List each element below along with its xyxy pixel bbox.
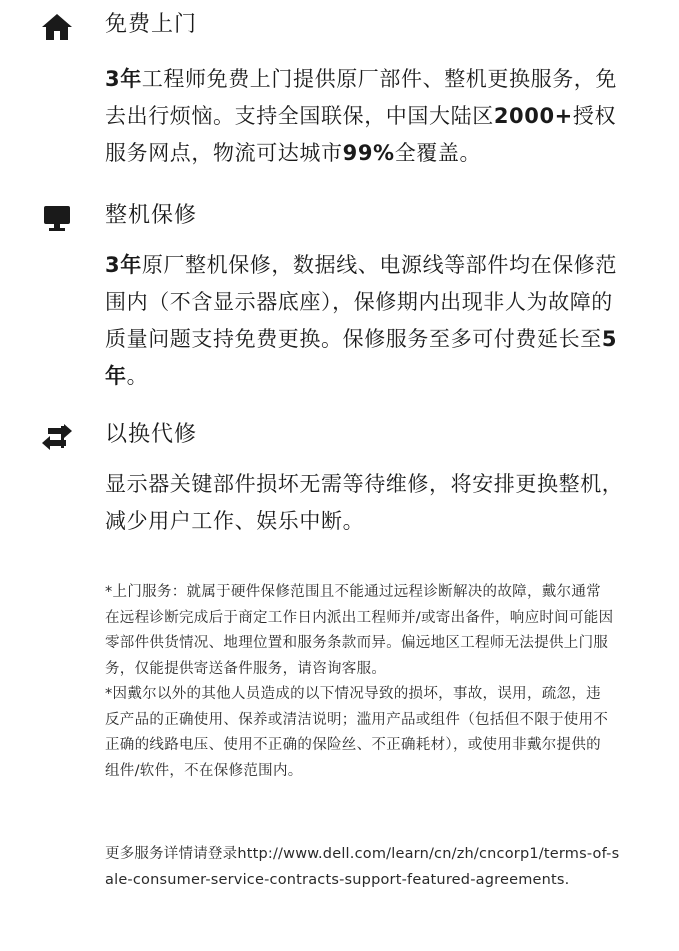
section-title: 免费上门 [105, 12, 198, 37]
body-text: 原厂整机保修，数据线、电源线等部件均在保修范围内（不含显示器底座），保修期内出现非人为故障的质量问题支持免费更换。保修服务至多可付费延长至 [105, 253, 618, 351]
section-header [0, 6, 679, 46]
section-title: 以换代修 [105, 422, 198, 447]
home-icon [40, 12, 74, 42]
body-text: 授权服务网点，物流可达城市 [105, 104, 617, 165]
body-text: 工程师免费上门提供原厂部件、整机更换服务，免去出行烦恼。支持全国联保，中国大陆区 [105, 67, 618, 128]
more-info [105, 841, 620, 893]
more-info-text: 更多服务详情请登录 [105, 846, 238, 862]
highlight-extension: 5年 [105, 327, 618, 388]
footnote-exclusions: *因戴尔以外的其他人员造成的以下情况导致的损坏，事故，误用，疏忽，违反产品的正确使用、保养或清洁说明；滥用产品或组件（包括但不限于使用不正确的线路电压、使用不正确的保险丝、不正确耗材），或使用非戴尔提供的组件/软件，不在保修范围内。 [105, 686, 609, 779]
monitor-icon [40, 203, 74, 233]
section-body: 显示器关键部件损坏无需等待维修，将安排更换整机，减少用户工作、娱乐中断。 [105, 472, 624, 533]
highlight-outlets: 2000+ [493, 104, 573, 128]
footnotes [105, 580, 615, 784]
section-body [105, 61, 625, 172]
highlight-years: 3年 [105, 253, 142, 277]
highlight-coverage: 99% [342, 141, 395, 165]
footnote-onsite: *上门服务：就属于硬件保修范围且不能通过远程诊断解决的故障，戴尔通常在远程诊断完成后于商定工作日内派出工程师并/或寄出备件，响应时间可能因零部件供货情况、地理位置和服务条款而异。偏远地区工程师无法提供上门服务，仅能提供寄送备件服务，请咨询客服。 [105, 584, 614, 677]
section-body [105, 247, 625, 395]
body-text: 全覆盖。 [394, 141, 482, 165]
highlight-years: 3年 [105, 67, 142, 91]
body-text: 。 [126, 364, 149, 388]
more-info-link[interactable]: http://www.dell.com/learn/cn/zh/cncorp1/terms-of-sale-consumer-service-contracts-support-featured-agreements. [105, 846, 620, 888]
exchange-arrows-icon [40, 422, 74, 452]
section-title: 整机保修 [105, 203, 198, 228]
section-header [0, 416, 679, 456]
section-header [0, 197, 679, 237]
